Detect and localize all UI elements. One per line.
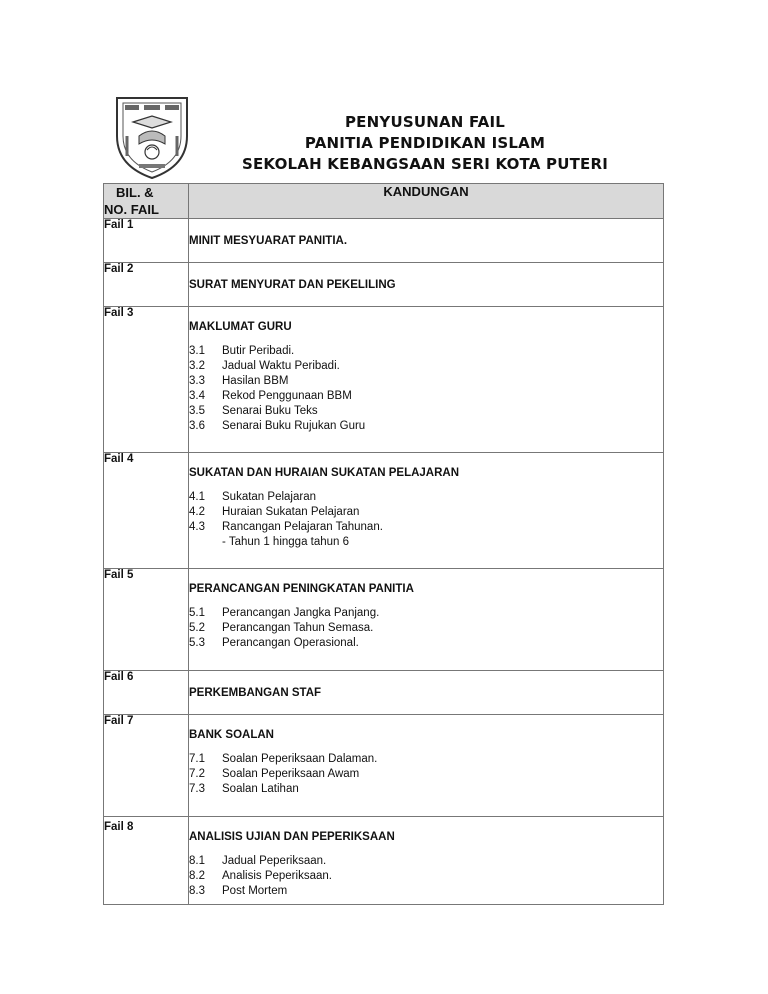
item-text: Huraian Sukatan Pelajaran xyxy=(222,506,360,518)
item-number: 3.2 xyxy=(189,360,205,372)
item-text: Perancangan Jangka Panjang. xyxy=(222,607,380,619)
item-list xyxy=(189,490,663,550)
item-number: 4.1 xyxy=(189,491,205,503)
file-contents-table xyxy=(103,183,664,905)
item-text: Hasilan BBM xyxy=(222,375,289,387)
item-text: Rekod Penggunaan BBM xyxy=(222,390,352,402)
section-heading: MINIT MESYUARAT PANITIA. xyxy=(189,234,348,247)
item-text: Senarai Buku Rujukan Guru xyxy=(222,420,366,432)
file-number: Fail 1 xyxy=(104,219,189,263)
item-list xyxy=(189,752,663,797)
list-item xyxy=(189,884,663,899)
section-heading: SUKATAN DAN HURAIAN SUKATAN PELAJARAN xyxy=(189,467,460,479)
item-text: Jadual Peperiksaan. xyxy=(222,855,327,867)
item-text: Sukatan Pelajaran xyxy=(222,491,316,503)
item-text: Soalan Peperiksaan Dalaman. xyxy=(222,753,378,765)
list-item xyxy=(189,621,663,636)
item-text: Analisis Peperiksaan. xyxy=(222,870,332,882)
file-number: Fail 2 xyxy=(104,263,189,307)
title-line-2: PANITIA PENDIDIKAN ISLAM xyxy=(304,134,546,152)
item-text: Perancangan Tahun Semasa. xyxy=(222,622,374,634)
item-number: 7.1 xyxy=(189,753,205,765)
item-text: Jadual Waktu Peribadi. xyxy=(222,360,340,372)
item-number: 3.1 xyxy=(189,345,205,357)
item-text: Post Mortem xyxy=(222,885,288,897)
table-row xyxy=(104,453,664,569)
file-contents xyxy=(189,219,664,263)
list-item xyxy=(189,404,663,419)
list-item xyxy=(189,344,663,359)
file-number: Fail 3 xyxy=(104,307,189,453)
item-text: Soalan Peperiksaan Awam xyxy=(222,768,360,780)
header-contents: KANDUNGAN xyxy=(189,184,664,219)
item-number: 8.2 xyxy=(189,870,205,882)
list-item xyxy=(189,606,663,621)
item-text: Senarai Buku Teks xyxy=(222,405,318,417)
item-number: 8.3 xyxy=(189,885,205,897)
section-heading: PERANCANGAN PENINGKATAN PANITIA xyxy=(189,583,414,595)
list-item xyxy=(189,419,663,434)
list-item xyxy=(189,505,663,520)
item-number: 7.2 xyxy=(189,768,205,780)
list-item xyxy=(189,854,663,869)
item-number: 3.5 xyxy=(189,405,205,417)
table-row xyxy=(104,671,664,715)
item-number: 3.6 xyxy=(189,420,205,432)
table-header-row xyxy=(104,184,664,219)
item-list xyxy=(189,606,663,651)
list-item xyxy=(189,782,663,797)
item-list xyxy=(189,854,663,899)
file-contents xyxy=(189,715,664,817)
item-number: 3.4 xyxy=(189,390,205,402)
item-number: 3.3 xyxy=(189,375,205,387)
section-heading: ANALISIS UJIAN DAN PEPERIKSAAN xyxy=(189,831,395,843)
table-row xyxy=(104,263,664,307)
section-heading: BANK SOALAN xyxy=(189,729,274,741)
header-file-number-line2: NO. FAIL xyxy=(104,202,159,217)
section-heading: PERKEMBANGAN STAF xyxy=(189,686,322,699)
table-row xyxy=(104,569,664,671)
list-item xyxy=(189,869,663,884)
school-crest-logo xyxy=(111,92,193,182)
file-number: Fail 7 xyxy=(104,715,189,817)
header-file-number-line1: BIL. & xyxy=(116,185,154,200)
file-contents xyxy=(189,817,664,905)
item-text: Soalan Latihan xyxy=(222,783,299,795)
item-number: 7.3 xyxy=(189,783,205,795)
list-item xyxy=(189,374,663,389)
file-number: Fail 4 xyxy=(104,453,189,569)
file-contents xyxy=(189,671,664,715)
list-item xyxy=(189,767,663,782)
item-text: Perancangan Operasional. xyxy=(222,637,359,649)
section-heading: SURAT MENYURAT DAN PEKELILING xyxy=(189,278,396,291)
file-contents xyxy=(189,453,664,569)
list-item xyxy=(189,490,663,505)
title-line-3: SEKOLAH KEBANGSAAN SERI KOTA PUTERI xyxy=(241,155,609,173)
file-number: Fail 8 xyxy=(104,817,189,905)
item-text: Rancangan Pelajaran Tahunan. xyxy=(222,521,383,533)
item-number: 8.1 xyxy=(189,855,205,867)
list-item xyxy=(189,389,663,404)
section-heading: MAKLUMAT GURU xyxy=(189,321,292,333)
file-contents xyxy=(189,569,664,671)
file-number: Fail 5 xyxy=(104,569,189,671)
file-contents xyxy=(189,263,664,307)
list-item xyxy=(189,752,663,767)
table-row xyxy=(104,817,664,905)
file-number: Fail 6 xyxy=(104,671,189,715)
table-row xyxy=(104,219,664,263)
header-file-number xyxy=(104,184,189,219)
item-number: 5.2 xyxy=(189,622,205,634)
sub-note: - Tahun 1 hingga tahun 6 xyxy=(222,536,350,548)
table-row xyxy=(104,307,664,453)
item-number: 5.1 xyxy=(189,607,205,619)
list-item xyxy=(189,520,663,535)
document-title xyxy=(190,112,660,175)
item-number: 4.2 xyxy=(189,506,205,518)
list-item xyxy=(189,636,663,651)
item-number: 5.3 xyxy=(189,637,205,649)
item-list xyxy=(189,344,663,434)
table-row xyxy=(104,715,664,817)
item-number: 4.3 xyxy=(189,521,205,533)
list-item xyxy=(189,359,663,374)
title-line-1: PENYUSUNAN FAIL xyxy=(344,113,506,131)
item-text: Butir Peribadi. xyxy=(222,345,295,357)
file-contents xyxy=(189,307,664,453)
